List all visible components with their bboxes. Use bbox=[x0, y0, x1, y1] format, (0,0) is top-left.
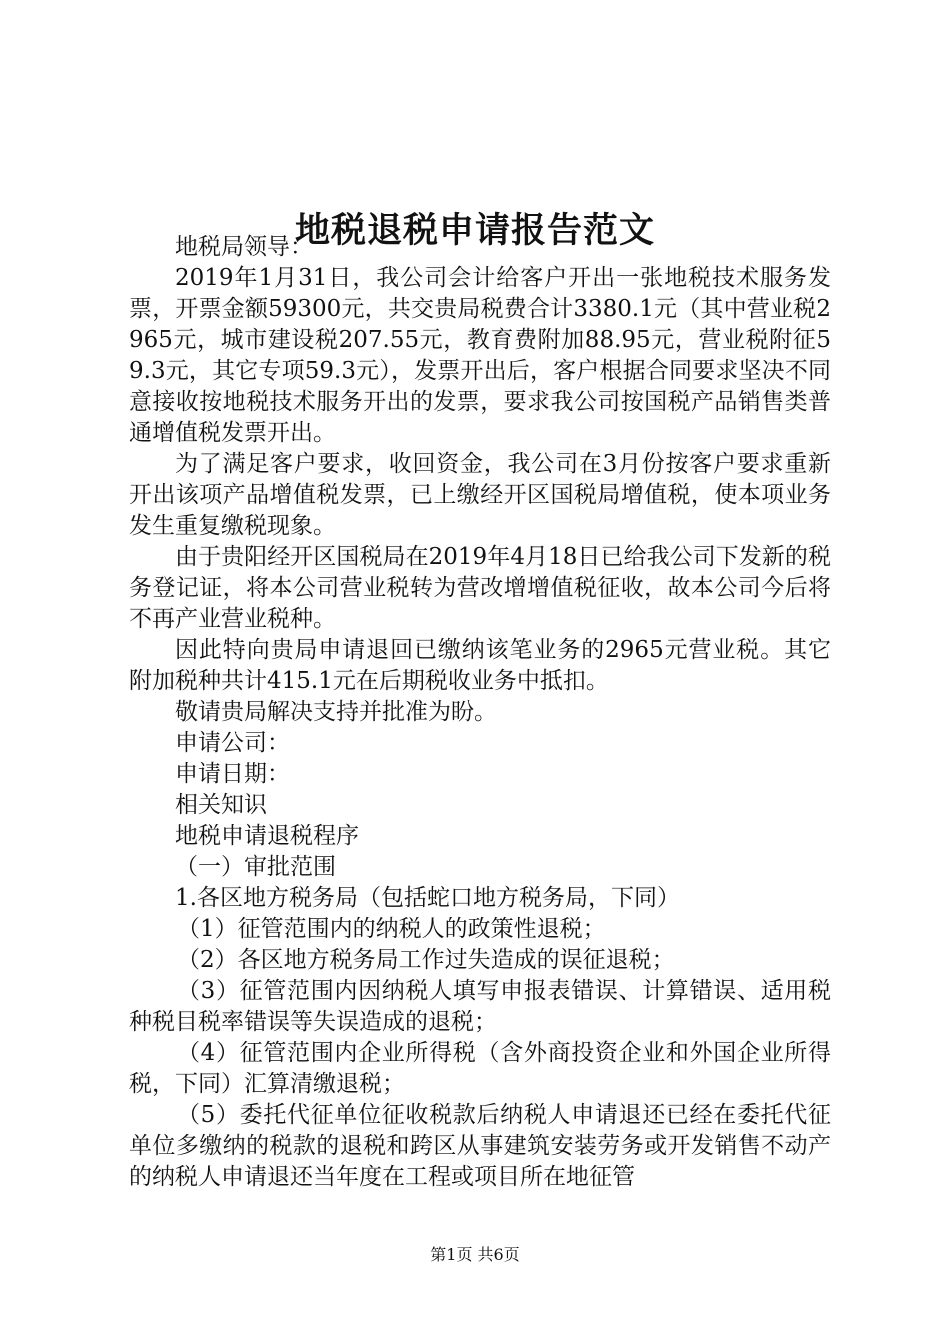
paragraph-salutation: 地税局领导： bbox=[175, 234, 313, 260]
list-subitem-1: （1）征管范围内的纳税人的政策性退税； bbox=[177, 916, 606, 942]
paragraph-closing: 敬请贵局解决支持并批准为盼。 bbox=[175, 699, 497, 725]
application-date-label: 申请日期： bbox=[175, 761, 290, 787]
document-body bbox=[129, 232, 831, 1193]
applicant-company-label: 申请公司： bbox=[175, 730, 290, 756]
related-knowledge-heading: 相关知识 bbox=[175, 792, 267, 818]
list-item-1: 1.各区地方税务局（包括蛇口地方税务局，下同） bbox=[175, 885, 680, 911]
list-subitem-3: （3）征管范围内因纳税人填写申报表错误、计算错误、适用税种税目税率错误等失误造成的退税； bbox=[129, 978, 831, 1035]
list-subitem-5: （5）委托代征单位征收税款后纳税人申请退还已经在委托代征单位多缴纳的税款的退税和跨区从事建筑安装劳务或开发销售不动产的纳税人申请退还当年度在工程或项目所在地征管 bbox=[129, 1102, 831, 1190]
paragraph-3: 由于贵阳经开区国税局在2019年4月18日已给我公司下发新的税务登记证，将本公司营业税转为营改增增值税征收，故本公司今后将不再产业营业税种。 bbox=[129, 544, 831, 632]
procedure-heading: 地税申请退税程序 bbox=[175, 823, 359, 849]
paragraph-2: 为了满足客户要求，收回资金，我公司在3月份按客户要求重新开出该项产品增值税发票，已上缴经开区国税局增值税，使本项业务发生重复缴税现象。 bbox=[129, 451, 831, 539]
document-title: 地税退税申请报告范文 bbox=[294, 210, 655, 252]
paragraph-1: 2019年1月31日，我公司会计给客户开出一张地税技术服务发票，开票金额59300元，共交贵局税费合计3380.1元（其中营业税2965元，城市建设税207.55元，教育费附加88.95元，营业税附征59.3元，其它专项59.3元），发票开出后，客户根据合同要求坚决不同意接收按地税技术服务开出的发票，要求我公司按国税产品销售类普通增值税发票开出。 bbox=[129, 265, 831, 446]
list-subitem-4: （4）征管范围内企业所得税（含外商投资企业和外国企业所得税，下同）汇算清缴退税； bbox=[129, 1040, 831, 1097]
page-number-footer: 第1页 共6页 bbox=[430, 1245, 520, 1264]
list-subitem-2: （2）各区地方税务局工作过失造成的误征退税； bbox=[177, 947, 675, 973]
paragraph-4: 因此特向贵局申请退回已缴纳该笔业务的2965元营业税。其它附加税种共计415.1元在后期税收业务中抵扣。 bbox=[129, 637, 831, 694]
section-heading-scope: （一）审批范围 bbox=[175, 854, 336, 880]
